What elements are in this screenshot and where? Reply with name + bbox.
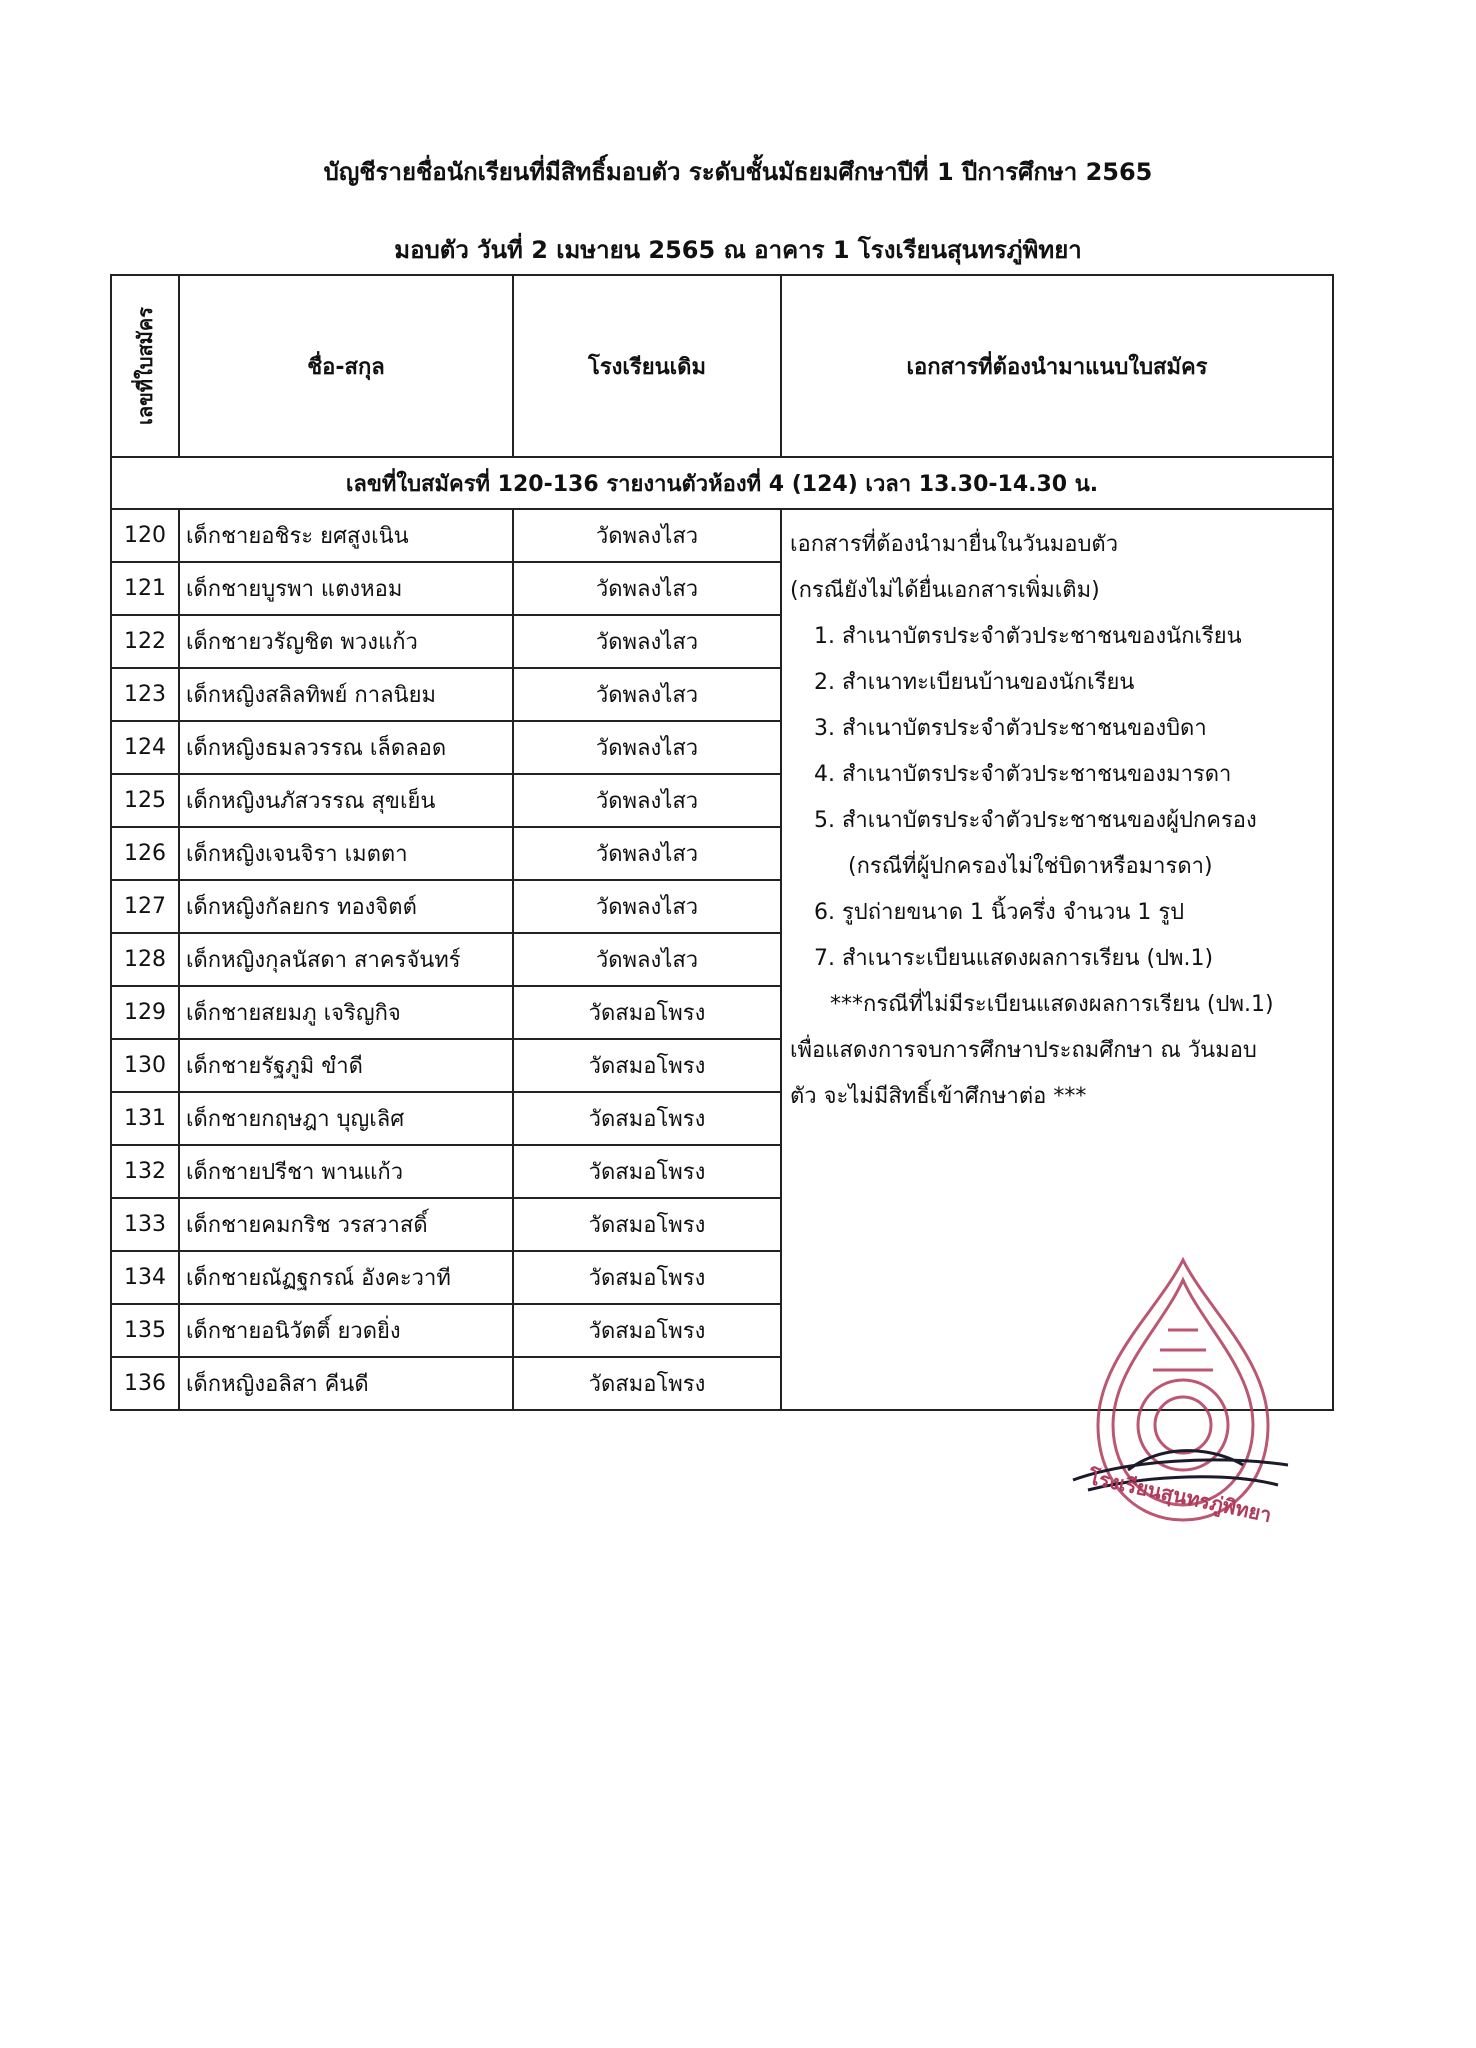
doc-item: 7. สำเนาระเบียนแสดงผลการเรียน (ปพ.1)	[814, 946, 1214, 971]
previous-school: วัดสมอโพรง	[513, 1304, 781, 1357]
table-header-row	[111, 275, 1333, 457]
doc-item-note: (กรณีที่ผู้ปกครองไม่ใช่บิดาหรือมารดา)	[848, 854, 1213, 879]
table-row	[111, 509, 1333, 562]
doc-item: 6. รูปถ่ายขนาด 1 นิ้วครึ่ง จำนวน 1 รูป	[814, 900, 1185, 925]
application-number: 123	[111, 668, 179, 721]
application-number: 133	[111, 1198, 179, 1251]
previous-school: วัดพลงไสว	[513, 668, 781, 721]
column-header-name: ชื่อ-สกุล	[179, 275, 513, 457]
previous-school: วัดพลงไสว	[513, 880, 781, 933]
previous-school: วัดพลงไสว	[513, 615, 781, 668]
application-number: 126	[111, 827, 179, 880]
student-name: เด็กชายปรีชา พานแก้ว	[179, 1145, 513, 1198]
doc-warning: ***กรณีที่ไม่มีระเบียนแสดงผลการเรียน (ปพ.1)	[830, 992, 1274, 1017]
column-header-school: โรงเรียนเดิม	[513, 275, 781, 457]
student-name: เด็กชายณัฏฐกรณ์ อังคะวาที	[179, 1251, 513, 1304]
application-number: 125	[111, 774, 179, 827]
doc-item: 5. สำเนาบัตรประจำตัวประชาชนของผู้ปกครอง	[814, 808, 1257, 833]
application-number: 135	[111, 1304, 179, 1357]
column-header-documents: เอกสารที่ต้องนำมาแนบใบสมัคร	[781, 275, 1333, 457]
previous-school: วัดสมอโพรง	[513, 1092, 781, 1145]
application-number: 136	[111, 1357, 179, 1410]
student-name: เด็กหญิงเจนจิรา เมตตา	[179, 827, 513, 880]
previous-school: วัดพลงไสว	[513, 933, 781, 986]
student-name: เด็กหญิงสลิลทิพย์ กาลนิยม	[179, 668, 513, 721]
doc-item: 3. สำเนาบัตรประจำตัวประชาชนของบิดา	[814, 716, 1207, 741]
previous-school: วัดพลงไสว	[513, 827, 781, 880]
student-name: เด็กหญิงอลิสา คีนดี	[179, 1357, 513, 1410]
page-subtitle: มอบตัว วันที่ 2 เมษายน 2565 ณ อาคาร 1 โรงเรียนสุนทรภู่พิทยา	[394, 236, 1082, 264]
doc-item: 2. สำเนาทะเบียนบ้านของนักเรียน	[814, 670, 1135, 695]
application-number: 124	[111, 721, 179, 774]
student-name: เด็กหญิงกัลยกร ทองจิตต์	[179, 880, 513, 933]
doc-heading: เอกสารที่ต้องนำมายื่นในวันมอบตัว	[790, 532, 1119, 557]
application-number: 127	[111, 880, 179, 933]
doc-subheading: (กรณียังไม่ได้ยื่นเอกสารเพิ่มเติม)	[790, 578, 1100, 603]
student-table	[110, 274, 1334, 1411]
previous-school: วัดสมอโพรง	[513, 1357, 781, 1410]
application-number: 130	[111, 1039, 179, 1092]
previous-school: วัดสมอโพรง	[513, 1145, 781, 1198]
previous-school: วัดพลงไสว	[513, 509, 781, 562]
previous-school: วัดสมอโพรง	[513, 1251, 781, 1304]
student-name: เด็กหญิงกุลนัสดา สาครจันทร์	[179, 933, 513, 986]
application-number: 132	[111, 1145, 179, 1198]
application-number: 121	[111, 562, 179, 615]
student-name: เด็กหญิงธมลวรรณ เล็ดลอด	[179, 721, 513, 774]
student-name: เด็กหญิงนภัสวรรณ สุขเย็น	[179, 774, 513, 827]
application-number: 120	[111, 509, 179, 562]
application-number: 128	[111, 933, 179, 986]
doc-item: 4. สำเนาบัตรประจำตัวประชาชนของมารดา	[814, 762, 1232, 787]
page-title: บัญชีรายชื่อนักเรียนที่มีสิทธิ์มอบตัว ระดับชั้นมัธยมศึกษาปีที่ 1 ปีการศึกษา 2565	[323, 158, 1153, 186]
student-name: เด็กชายวรัญชิต พวงแก้ว	[179, 615, 513, 668]
application-number: 134	[111, 1251, 179, 1304]
previous-school: วัดพลงไสว	[513, 774, 781, 827]
section-row	[111, 457, 1333, 509]
student-name: เด็กชายคมกริช วรสวาสดิ์	[179, 1198, 513, 1251]
student-name: เด็กชายอชิระ ยศสูงเนิน	[179, 509, 513, 562]
student-name: เด็กชายอนิวัตติ์ ยวดยิ่ง	[179, 1304, 513, 1357]
column-header-number: เลขที่ใบสมัคร	[111, 275, 179, 457]
student-name: เด็กชายกฤษฎา บุญเลิศ	[179, 1092, 513, 1145]
previous-school: วัดพลงไสว	[513, 562, 781, 615]
section-label: เลขที่ใบสมัครที่ 120-136 รายงานตัวห้องที่ 4 (124) เวลา 13.30-14.30 น.	[111, 457, 1333, 509]
application-number: 131	[111, 1092, 179, 1145]
previous-school: วัดสมอโพรง	[513, 1198, 781, 1251]
student-name: เด็กชายสยมภู เจริญกิจ	[179, 986, 513, 1039]
student-name: เด็กชายบูรพา แตงหอม	[179, 562, 513, 615]
doc-warning: ตัว จะไม่มีสิทธิ์เข้าศึกษาต่อ ***	[790, 1084, 1087, 1109]
student-name: เด็กชายรัฐภูมิ ขำดี	[179, 1039, 513, 1092]
application-number: 129	[111, 986, 179, 1039]
previous-school: วัดพลงไสว	[513, 721, 781, 774]
previous-school: วัดสมอโพรง	[513, 1039, 781, 1092]
application-number: 122	[111, 615, 179, 668]
seal-text: โรงเรียนสุนทรภู่พิทยา	[1086, 1464, 1274, 1528]
previous-school: วัดสมอโพรง	[513, 986, 781, 1039]
doc-warning: เพื่อแสดงการจบการศึกษาประถมศึกษา ณ วันมอบ	[790, 1038, 1257, 1063]
doc-item: 1. สำเนาบัตรประจำตัวประชาชนของนักเรียน	[814, 624, 1242, 649]
